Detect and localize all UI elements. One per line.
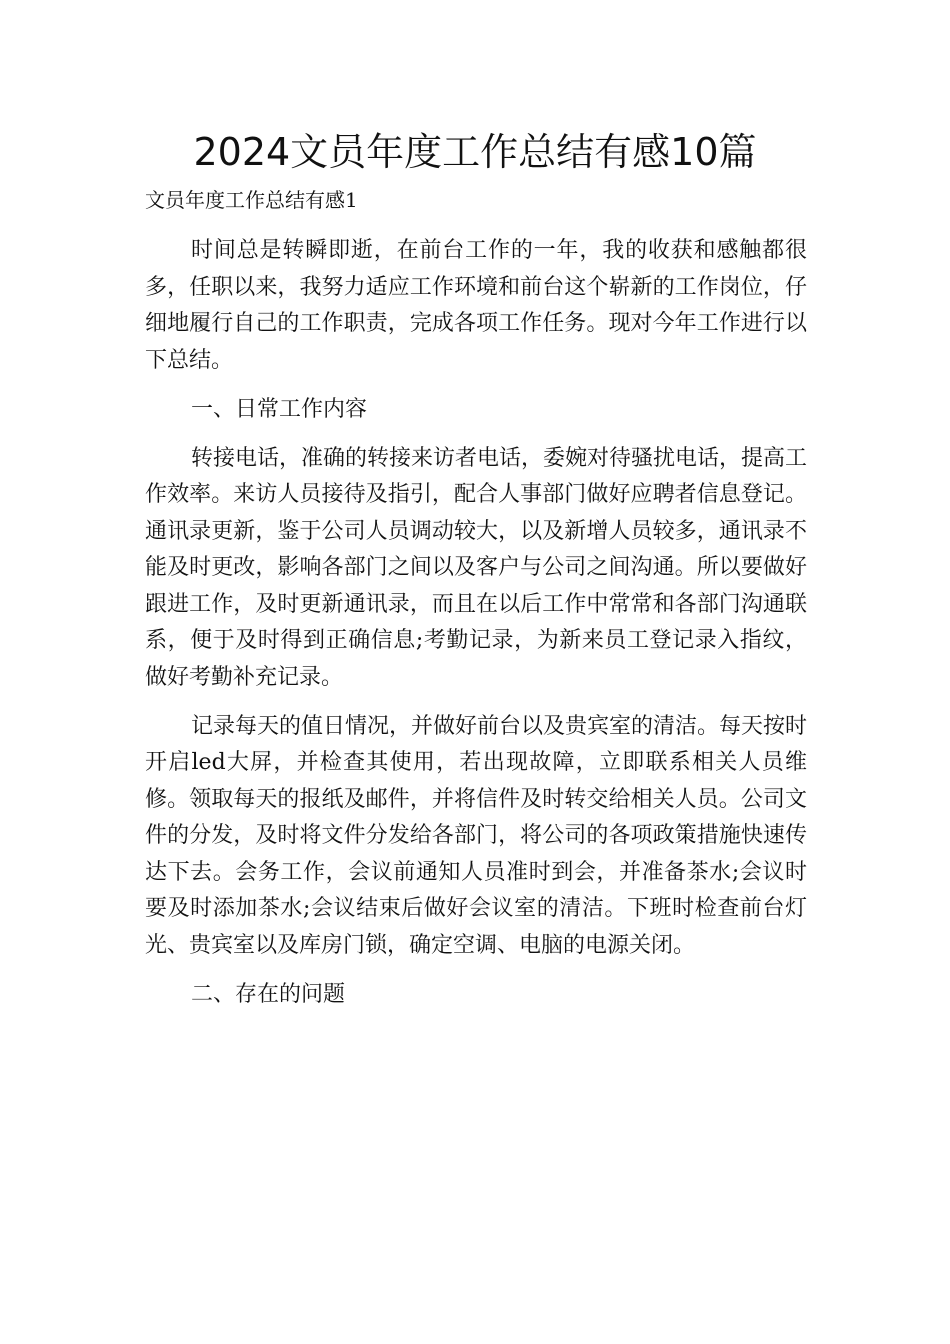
paragraph-daily-work-2: 记录每天的值日情况，并做好前台以及贵宾室的清洁。每天按时开启led大屏，并检查其使用，若出现故障，立即联系相关人员维修。领取每天的报纸及邮件，并将信件及时转交给相关人员。公司文件的分发，及时将文件分发给各部门，将公司的各项政策措施快速传达下去。会务工作，会议前通知人员准时到会，并准备茶水;会议时要及时添加茶水;会议结束后做好会议室的清洁。下班时检查前台灯光、贵宾室以及库房门锁，确定空调、电脑的电源关闭。 (145, 713, 808, 958)
document-title: 2024文员年度工作总结有感10篇 (193, 130, 757, 174)
heading-problems: 二、存在的问题 (191, 981, 346, 1007)
paragraph-intro: 时间总是转瞬即逝，在前台工作的一年，我的收获和感触都很多，任职以来，我努力适应工作环境和前台这个崭新的工作岗位，仔细地履行自己的工作职责，完成各项工作任务。现对今年工作进行以下总结。 (145, 238, 807, 373)
section-subtitle: 文员年度工作总结有感1 (145, 188, 358, 212)
paragraph-daily-work-1: 转接电话，准确的转接来访者电话，委婉对待骚扰电话，提高工作效率。来访人员接待及指引，配合人事部门做好应聘者信息登记。通讯录更新，鉴于公司人员调动较大，以及新增人员较多，通讯录不能及时更改，影响各部门之间以及客户与公司之间沟通。所以要做好跟进工作，及时更新通讯录，而且在以后工作中常常和各部门沟通联系，便于及时得到正确信息;考勤记录，为新来员工登记录入指纹，做好考勤补充记录。 (145, 445, 808, 690)
heading-daily-work: 一、日常工作内容 (191, 396, 368, 422)
document-body (145, 233, 807, 1026)
